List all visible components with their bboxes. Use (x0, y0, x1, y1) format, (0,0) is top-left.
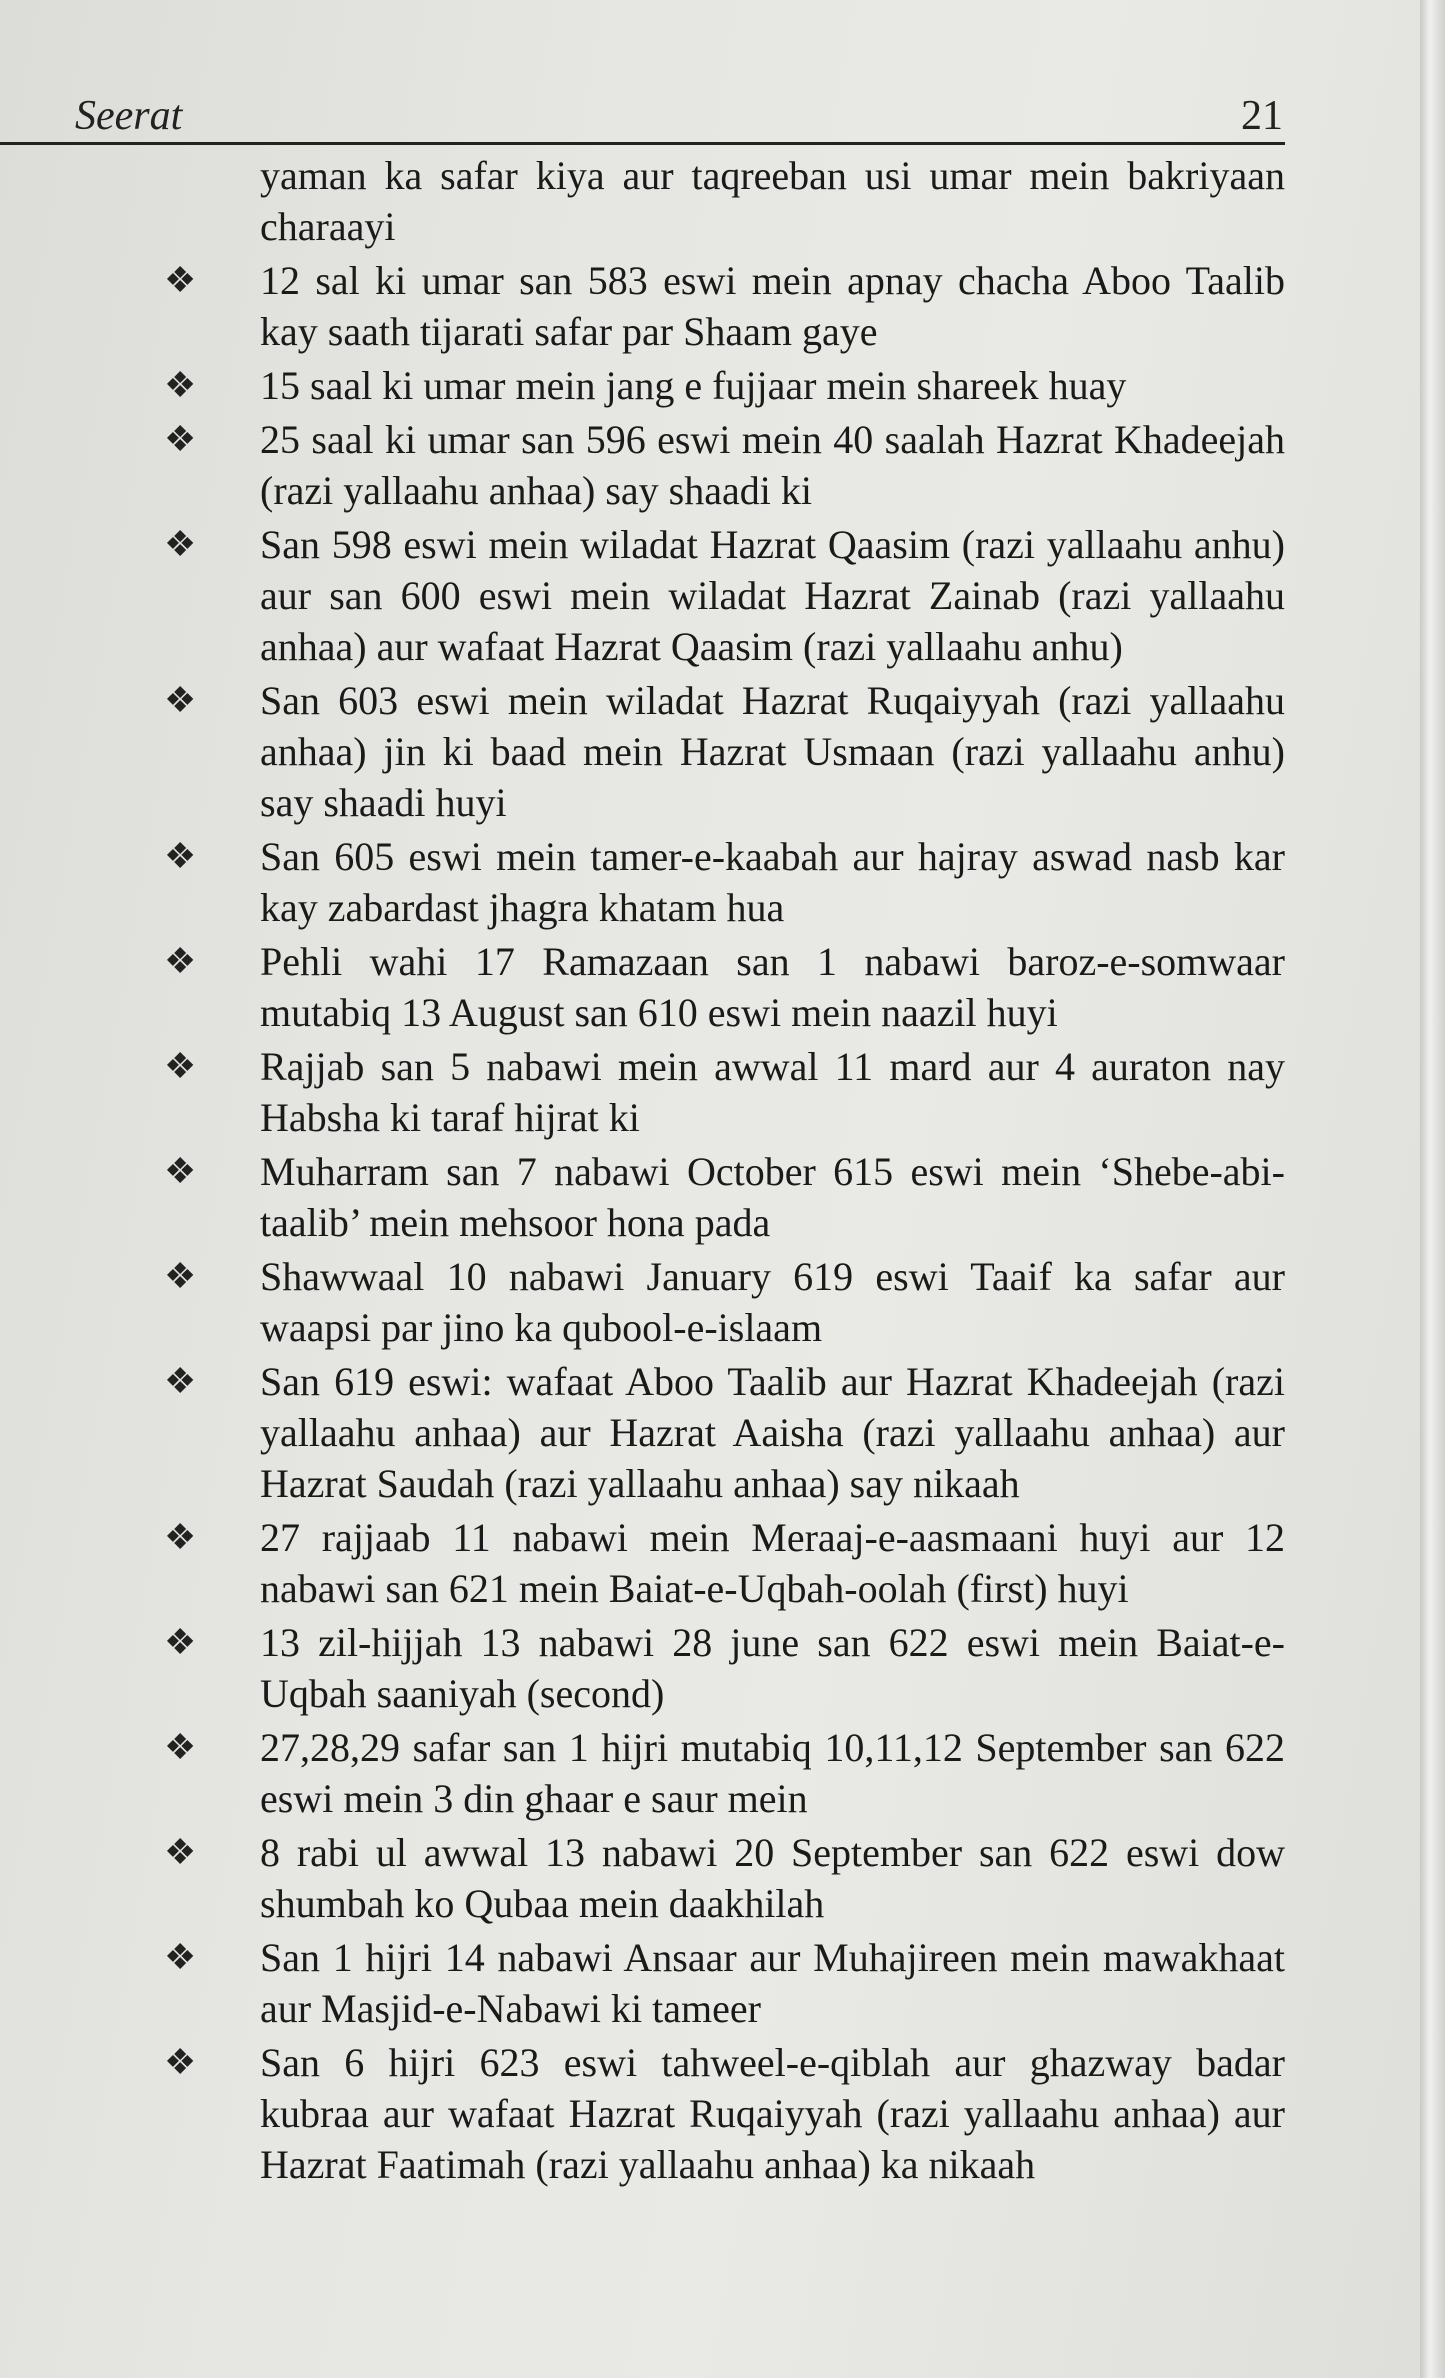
list-item (160, 1617, 1285, 1719)
four-diamond-ornament-icon: ❖ (164, 1256, 197, 1296)
list-item-text: 15 saal ki umar mein jang e fujjaar mein shareek huay (260, 363, 1127, 408)
list-item-text: 8 rabi ul awwal 13 nabawi 20 September san 622 eswi dow shumbah ko Qubaa mein daakhilah (260, 1830, 1285, 1926)
list-item-text: San 598 eswi mein wiladat Hazrat Qaasim (razi yallaahu anhu) aur san 600 eswi mein wiladat Hazrat Zainab (razi yallaahu anhaa) aur wafaat Hazrat Qaasim (razi yallaahu anhu) (260, 522, 1285, 669)
four-diamond-ornament-icon: ❖ (164, 365, 197, 405)
list-item-text: 27 rajjaab 11 nabawi mein Meraaj-e-aasmaani huyi aur 12 nabawi san 621 mein Baiat-e-Uqbah-oolah (first) huyi (260, 1515, 1285, 1611)
list-item-text: 12 sal ki umar san 583 eswi mein apnay chacha Aboo Taalib kay saath tijarati safar par Shaam gaye (260, 258, 1285, 354)
four-diamond-ornament-icon: ❖ (164, 2042, 197, 2082)
list-item (160, 831, 1285, 933)
timeline-list (160, 255, 1285, 2190)
list-item-text: 27,28,29 safar san 1 hijri mutabiq 10,11,12 September san 622 eswi mein 3 din ghaar e saur mein (260, 1725, 1285, 1821)
list-item-text: San 619 eswi: wafaat Aboo Taalib aur Hazrat Khadeejah (razi yallaahu anhaa) aur Hazrat Aaisha (razi yallaahu anhaa) aur Hazrat Saudah (razi yallaahu anhaa) say nikaah (260, 1359, 1285, 1506)
list-item (160, 360, 1285, 411)
list-item (160, 675, 1285, 828)
list-item (160, 936, 1285, 1038)
list-item (160, 255, 1285, 357)
list-item-text: San 1 hijri 14 nabawi Ansaar aur Muhajireen mein mawakhaat aur Masjid-e-Nabawi ki tameer (260, 1935, 1285, 2031)
four-diamond-ornament-icon: ❖ (164, 419, 197, 459)
list-item (160, 2037, 1285, 2190)
four-diamond-ornament-icon: ❖ (164, 1046, 197, 1086)
list-item (160, 1356, 1285, 1509)
page-number: 21 (1241, 93, 1283, 139)
list-item-text: 25 saal ki umar san 596 eswi mein 40 saalah Hazrat Khadeejah (razi yallaahu anhaa) say shaadi ki (260, 417, 1285, 513)
list-item (160, 1251, 1285, 1353)
four-diamond-ornament-icon: ❖ (164, 836, 197, 876)
page-edge (1420, 0, 1445, 2378)
list-item-text: San 6 hijri 623 eswi tahweel-e-qiblah aur ghazway badar kubraa aur wafaat Hazrat Ruqaiyyah (razi yallaahu anhaa) aur Hazrat Faatimah (razi yallaahu anhaa) ka nikaah (260, 2040, 1285, 2187)
four-diamond-ornament-icon: ❖ (164, 1937, 197, 1977)
list-item-text: San 603 eswi mein wiladat Hazrat Ruqaiyyah (razi yallaahu anhaa) jin ki baad mein Hazrat Usmaan (razi yallaahu anhu) say shaadi huyi (260, 678, 1285, 825)
four-diamond-ornament-icon: ❖ (164, 680, 197, 720)
list-item (160, 1041, 1285, 1143)
four-diamond-ornament-icon: ❖ (164, 1832, 197, 1872)
four-diamond-ornament-icon: ❖ (164, 524, 197, 564)
four-diamond-ornament-icon: ❖ (164, 1622, 197, 1662)
list-item-text: Shawwaal 10 nabawi January 619 eswi Taaif ka safar aur waapsi par jino ka qubool-e-islaam (260, 1254, 1285, 1350)
list-item-text: Muharram san 7 nabawi October 615 eswi mein ‘Shebe-abi-taalib’ mein mehsoor hona pada (260, 1149, 1285, 1245)
running-title: Seerat (75, 93, 183, 139)
page-body (160, 150, 1285, 2190)
list-item-text: San 605 eswi mein tamer-e-kaabah aur hajray aswad nasb kar kay zabardast jhagra khatam hua (260, 834, 1285, 930)
list-item-text: Rajjab san 5 nabawi mein awwal 11 mard aur 4 auraton nay Habsha ki taraf hijrat ki (260, 1044, 1285, 1140)
four-diamond-ornament-icon: ❖ (164, 1361, 197, 1401)
list-item (160, 1512, 1285, 1614)
list-item (160, 519, 1285, 672)
list-item (160, 1932, 1285, 2034)
list-item-text: 13 zil-hijjah 13 nabawi 28 june san 622 eswi mein Baiat-e-Uqbah saaniyah (second) (260, 1620, 1285, 1716)
list-item (160, 1827, 1285, 1929)
list-item-text: Pehli wahi 17 Ramazaan san 1 nabawi baroz-e-somwaar mutabiq 13 August san 610 eswi mein naazil huyi (260, 939, 1285, 1035)
four-diamond-ornament-icon: ❖ (164, 941, 197, 981)
four-diamond-ornament-icon: ❖ (164, 1517, 197, 1557)
list-item (160, 1146, 1285, 1248)
header-rule (0, 142, 1285, 145)
four-diamond-ornament-icon: ❖ (164, 260, 197, 300)
four-diamond-ornament-icon: ❖ (164, 1727, 197, 1767)
list-item (160, 1722, 1285, 1824)
four-diamond-ornament-icon: ❖ (164, 1151, 197, 1191)
list-item (160, 414, 1285, 516)
continued-paragraph: yaman ka safar kiya aur taqreeban usi umar mein bakriyaan charaayi (260, 153, 1285, 249)
